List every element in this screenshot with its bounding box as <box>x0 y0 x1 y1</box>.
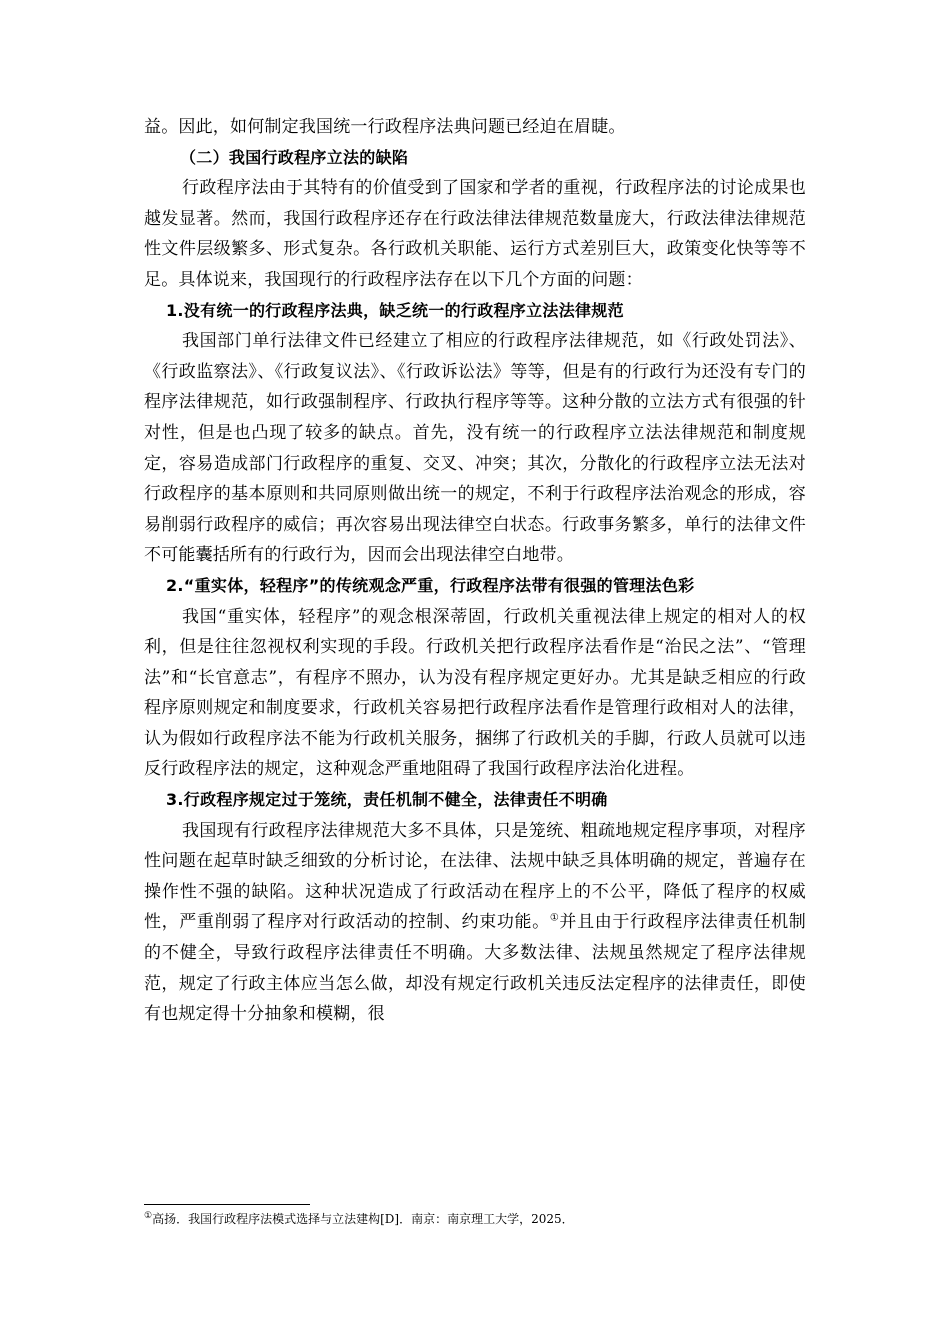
footnote-divider <box>144 1204 310 1205</box>
document-body <box>144 112 806 1030</box>
paragraph-3-part-b: 并且由于行政程序法律责任机制的不健全，导致行政程序法律责任不明确。大多数法律、法规虽然规定了程序法律规范，规定了行政主体应当怎么做，却没有规定行政机关违反法定程序的法律责任，即使有也规定得十分抽象和模糊，很 <box>144 912 806 1025</box>
paragraph-3-part-a: 我国现有行政程序法律规范大多不具体，只是笼统、粗疏地规定程序事项，对程序性问题在起草时缺乏细致的分析讨论，在法律、法规中缺乏具体明确的规定，普遍存在操作性不强的缺陷。这种状况造成了行政活动在程序上的不公平，降低了程序的权威性，严重削弱了程序对行政活动的控制、约束功能。 <box>144 820 806 933</box>
subheading-2: 2.“重实体，轻程序”的传统观念严重，行政程序法带有很强的管理法色彩 <box>166 575 695 595</box>
paragraph-3 <box>144 816 806 1030</box>
subheading-3: 3.行政程序规定过于笼统，责任机制不健全，法律责任不明确 <box>166 790 608 810</box>
footnote-text: 高扬．我国行政程序法模式选择与立法建构[D]．南京：南京理工大学，2025． <box>152 1212 574 1226</box>
footnote <box>144 1210 806 1228</box>
footnote-reference[interactable]: ① <box>549 912 560 924</box>
footnote-mark: ① <box>144 1211 153 1221</box>
paragraph-2: 我国“重实体，轻程序”的观念根深蒂固，行政机关重视法律上规定的相对人的权利，但是往往忽视权利实现的手段。行政机关把行政程序法看作是“治民之法”、“管理法”和“长官意志”，有程序不照办，认为没有程序规定更好办。尤其是缺乏相应的行政程序原则规定和制度要求，行政机关容易把行政程序法看作是管理行政相对人的法律，认为假如行政程序法不能为行政机关服务，捆绑了行政机关的手脚，行政人员就可以违反行政程序法的规定，这种观念严重地阻碍了我国行政程序法治化进程。 <box>144 606 806 780</box>
paragraph-intro: 行政程序法由于其特有的价值受到了国家和学者的重视，行政程序法的讨论成果也越发显著。然而，我国行政程序还存在行政法律法律规范数量庞大，行政法律法律规范性文件层级繁多、形式复杂。各行政机关职能、运行方式差别巨大，政策变化快等等不足。具体说来，我国现行的行政程序法存在以下几个方面的问题： <box>144 178 806 290</box>
paragraph-continued: 益。因此，如何制定我国统一行政程序法典问题已经迫在眉睫。 <box>144 117 626 137</box>
paragraph-1: 我国部门单行法律文件已经建立了相应的行政程序法律规范，如《行政处罚法》、《行政监察法》、《行政复议法》、《行政诉讼法》等等，但是有的行政行为还没有专门的程序法律规范，如行政强制程序、行政执行程序等等。这种分散的立法方式有很强的针对性，但是也凸现了较多的缺点。首先，没有统一的行政程序立法法律规范和制度规定，容易造成部门行政程序的重复、交叉、冲突；其次，分散化的行政程序立法无法对行政程序的基本原则和共同原则做出统一的规定，不利于行政程序法治观念的形成，容易削弱行政程序的威信；再次容易出现法律空白状态。行政事务繁多，单行的法律文件不可能囊括所有的行政行为，因而会出现法律空白地带。 <box>144 331 806 566</box>
section-heading: （二）我国行政程序立法的缺陷 <box>180 147 409 167</box>
subheading-1: 1.没有统一的行政程序法典，缺乏统一的行政程序立法法律规范 <box>166 300 624 320</box>
